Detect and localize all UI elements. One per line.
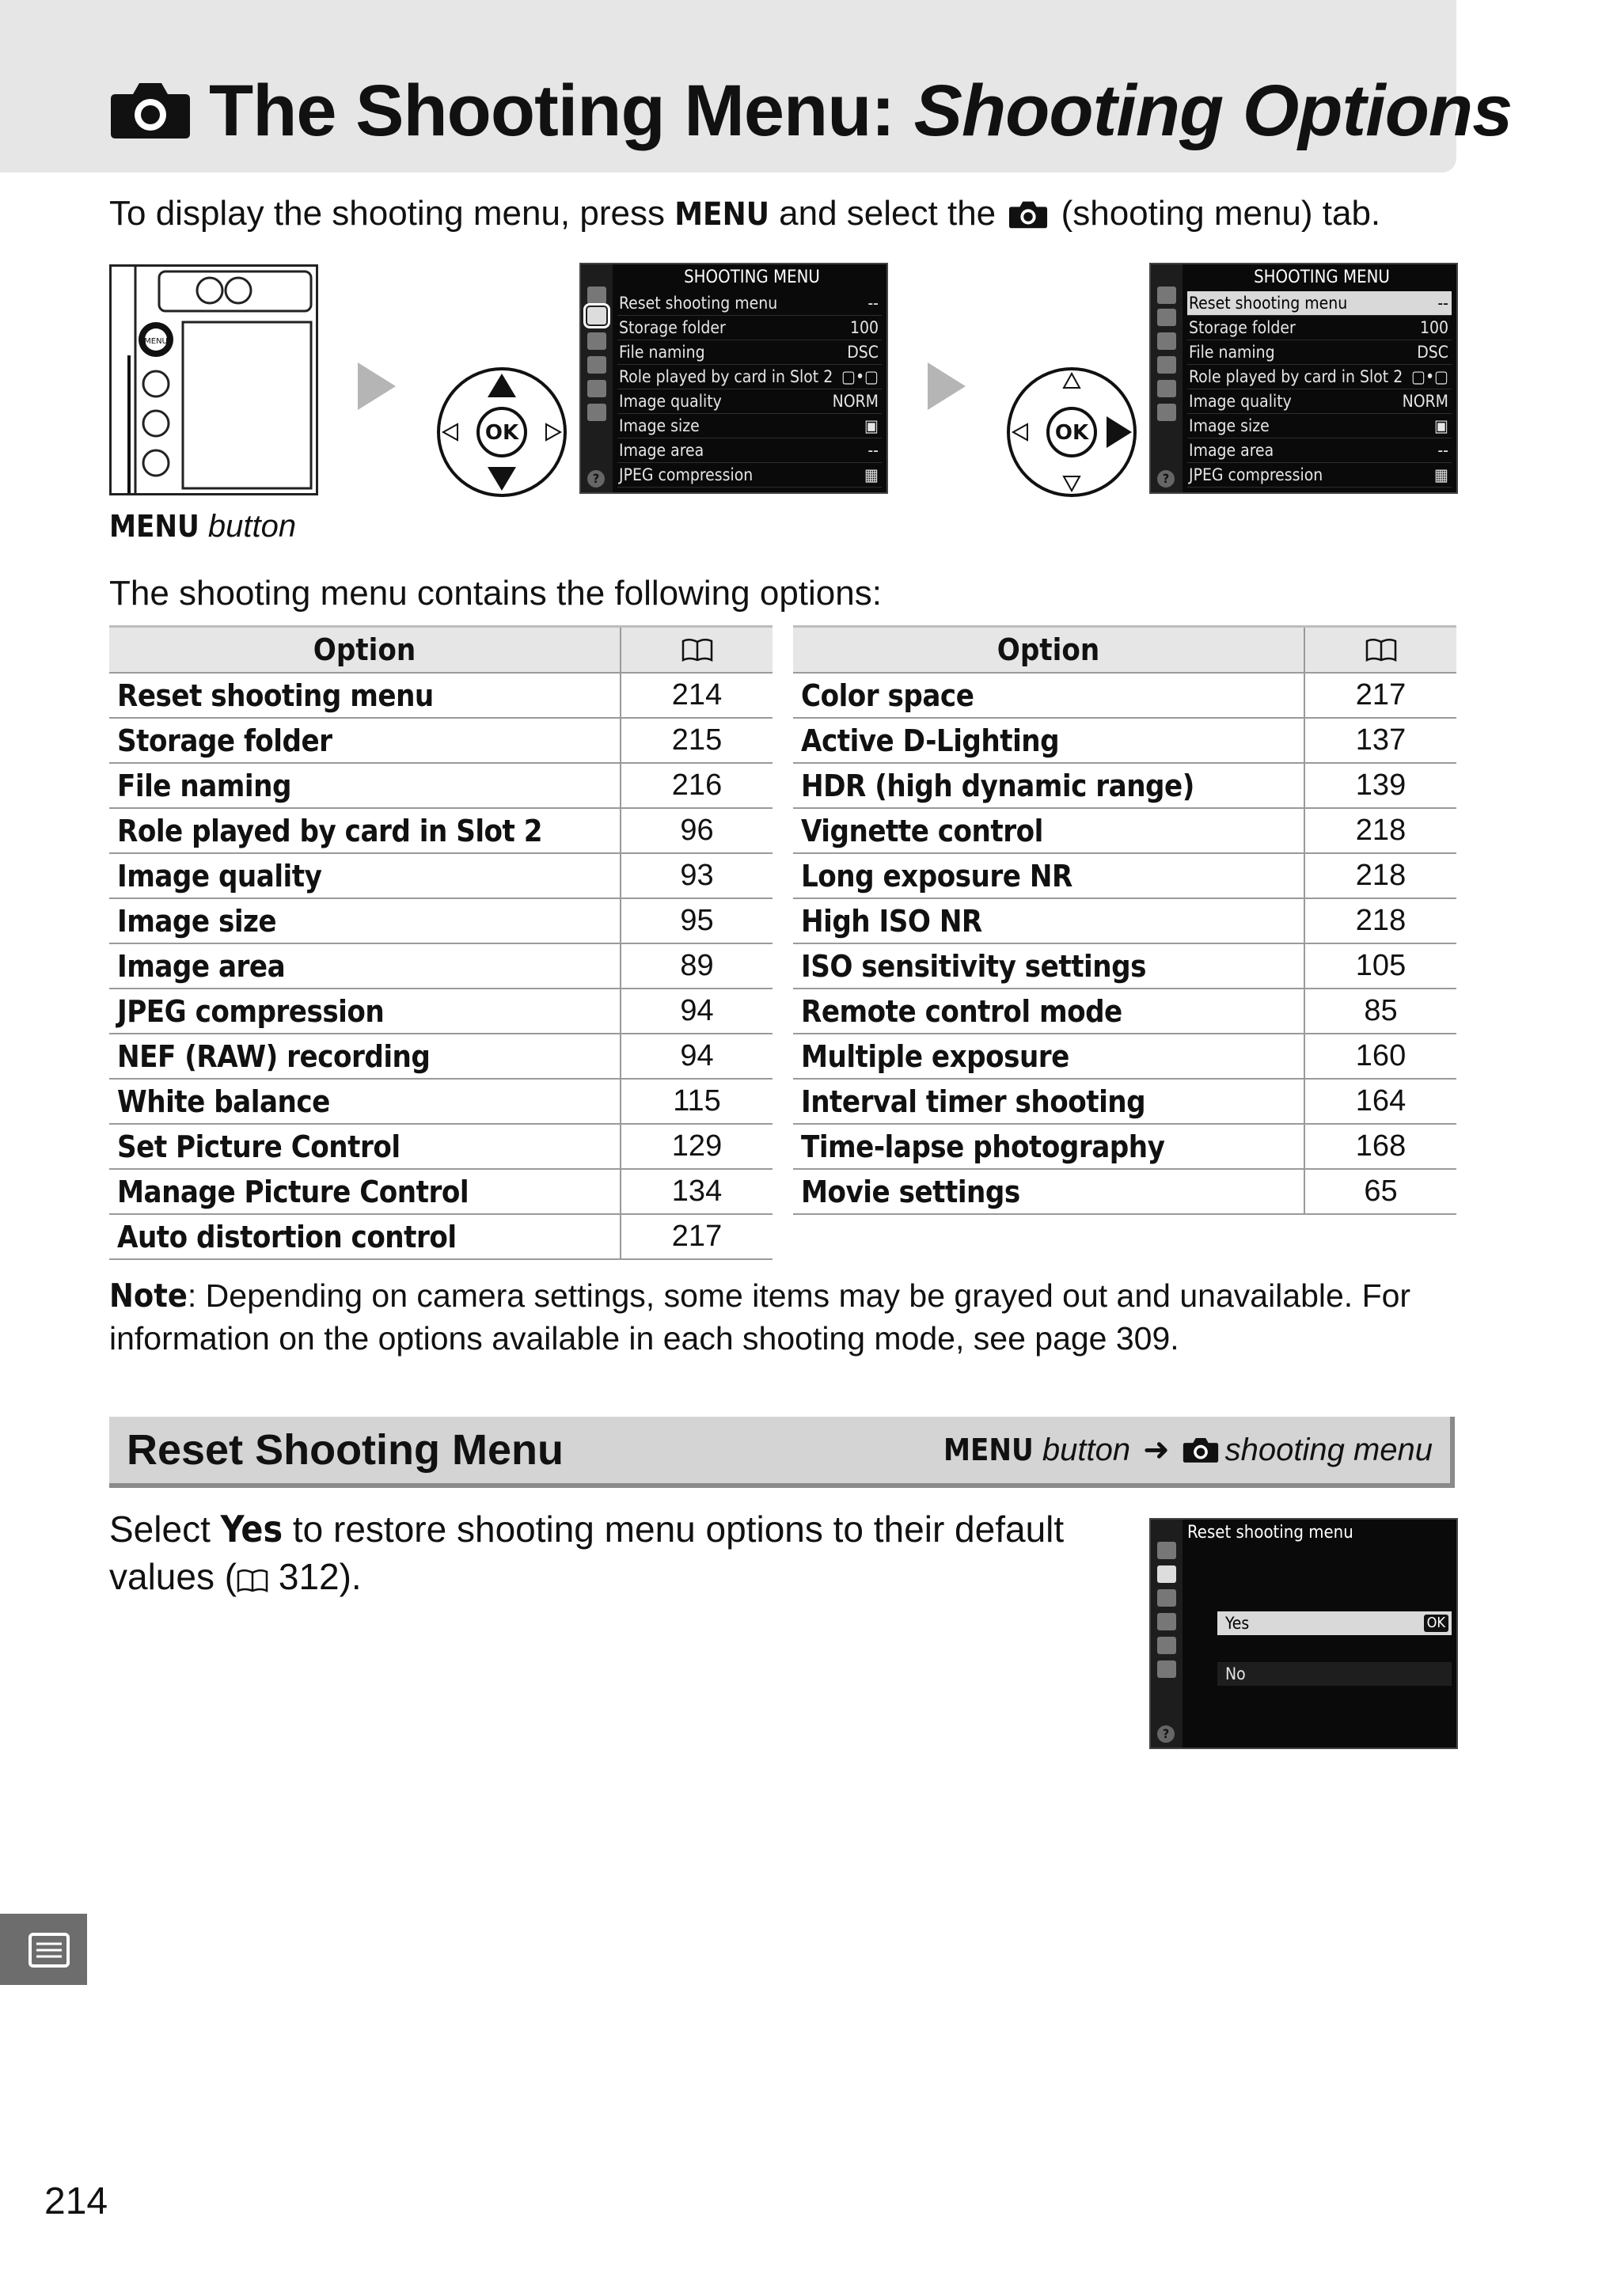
- column-header-page: [1304, 627, 1456, 674]
- section-header-bar: [109, 1417, 1455, 1488]
- multi-selector: [1005, 366, 1138, 499]
- table-row: Auto distortion control 217: [109, 1214, 773, 1259]
- table-row: HDR (high dynamic range) 139: [793, 763, 1456, 808]
- column-header-option: Option: [793, 627, 1304, 674]
- reset-description: Select Yes to restore shooting menu options to their default values ( 312).: [109, 1505, 1091, 1603]
- table-row: JPEG compression 94: [109, 989, 773, 1034]
- options-table-right: [793, 625, 1456, 1215]
- camera-screen-shooting-menu-selected: [1149, 263, 1458, 494]
- screen-row: File naming DSC: [617, 340, 882, 365]
- screen-row: Role played by card in Slot 2 ▢•▢: [617, 365, 882, 389]
- camera-icon: [1183, 1420, 1219, 1486]
- camera-icon: [1157, 1565, 1176, 1583]
- screen-sidebar: [1151, 264, 1183, 492]
- pencil-icon: [1157, 1589, 1176, 1607]
- table-row: Set Picture Control 129: [109, 1124, 773, 1169]
- table-row: Remote control mode 85: [793, 989, 1456, 1034]
- camera-icon: [587, 307, 606, 324]
- note-paragraph: Note: Depending on camera settings, some items may be grayed out and unavailable. For information on the options available in each shooting mode, see page 309.: [109, 1277, 1411, 1357]
- table-row: Image size 95: [109, 898, 773, 943]
- svg-text:OK: OK: [484, 421, 519, 445]
- intro-text: To display the shooting menu, press MENU and select the (shooting menu) tab.: [109, 190, 1380, 242]
- page-title: The Shooting Menu: Shooting Options: [109, 63, 1512, 158]
- my-menu-icon: [587, 404, 606, 421]
- screen-option-yes: Yes OK: [1217, 1611, 1452, 1635]
- wrench-icon: [1157, 356, 1176, 374]
- svg-text:OK: OK: [1054, 421, 1089, 445]
- retouch-icon: [1157, 380, 1176, 397]
- screen-row: Reset shooting menu --: [617, 291, 882, 316]
- screen-row: Role played by card in Slot 2 ▢•▢: [1187, 365, 1452, 389]
- table-row: Storage folder 215: [109, 718, 773, 763]
- step-arrow: [928, 362, 966, 410]
- table-row: Image quality 93: [109, 853, 773, 898]
- menu-list-icon: [0, 1914, 87, 1985]
- camera-back-illustration: [109, 264, 318, 495]
- screen-row-highlighted: Reset shooting menu --: [1187, 291, 1452, 316]
- help-icon: ?: [1157, 470, 1175, 488]
- screen-title: SHOOTING MENU: [1254, 268, 1390, 287]
- my-menu-icon: [1157, 404, 1176, 421]
- table-row: White balance 115: [109, 1079, 773, 1124]
- table-row: Reset shooting menu 214: [109, 673, 773, 718]
- table-row: Interval timer shooting 164: [793, 1079, 1456, 1124]
- camera-icon: [1008, 195, 1048, 242]
- section-breadcrumb: MENU button ➜ shooting menu: [943, 1417, 1433, 1483]
- book-icon: [237, 1556, 268, 1603]
- playback-icon: [1157, 1542, 1176, 1559]
- book-icon: [681, 634, 713, 669]
- retouch-icon: [1157, 1637, 1176, 1654]
- playback-icon: [1157, 287, 1176, 304]
- column-header-option: Option: [109, 627, 621, 674]
- screen-sidebar: [581, 264, 613, 492]
- options-table-left: [109, 625, 773, 1260]
- table-row: High ISO NR 218: [793, 898, 1456, 943]
- table-row: Long exposure NR 218: [793, 853, 1456, 898]
- screen-row: Image area --: [617, 438, 882, 463]
- help-icon: ?: [587, 470, 605, 488]
- screen-title: SHOOTING MENU: [684, 268, 820, 287]
- chapter-tab: [0, 1914, 87, 1985]
- help-icon: ?: [1157, 1725, 1175, 1743]
- svg-text:MENU: MENU: [144, 337, 168, 346]
- wrench-icon: [1157, 1613, 1176, 1630]
- table-row: ISO sensitivity settings 105: [793, 943, 1456, 989]
- camera-screen-shooting-menu: [579, 263, 888, 494]
- screen-row: Image quality NORM: [617, 389, 882, 414]
- screen-row: JPEG compression ▦: [1187, 463, 1452, 488]
- book-icon: [1365, 634, 1397, 669]
- multi-selector: [435, 366, 568, 499]
- table-row: Active D-Lighting 137: [793, 718, 1456, 763]
- table-row: Movie settings 65: [793, 1169, 1456, 1214]
- wrench-icon: [587, 356, 606, 374]
- arrow-right-icon: ➜: [1143, 1433, 1170, 1467]
- menu-button-caption: MENU button: [109, 509, 297, 544]
- screen-row: File naming DSC: [1187, 340, 1452, 365]
- column-header-page: [621, 627, 773, 674]
- section-title: Reset Shooting Menu: [127, 1426, 564, 1474]
- screen-sidebar: [1151, 1520, 1183, 1748]
- table-row: Vignette control 218: [793, 808, 1456, 853]
- camera-screen-reset: [1149, 1518, 1458, 1749]
- camera-icon: [1157, 309, 1176, 326]
- table-row: Color space 217: [793, 673, 1456, 718]
- page-number: 214: [44, 2180, 108, 2222]
- screen-title: Reset shooting menu: [1187, 1523, 1353, 1543]
- lead-text: The shooting menu contains the following options:: [109, 574, 882, 613]
- screen-row: Image area --: [1187, 438, 1452, 463]
- retouch-icon: [587, 380, 606, 397]
- screen-row: Storage folder 100: [617, 316, 882, 340]
- table-row: Role played by card in Slot 2 96: [109, 808, 773, 853]
- playback-icon: [587, 287, 606, 304]
- table-row: Manage Picture Control 134: [109, 1169, 773, 1214]
- ok-badge: OK: [1424, 1615, 1448, 1632]
- table-row: Image area 89: [109, 943, 773, 989]
- camera-icon: [109, 68, 192, 163]
- pencil-icon: [1157, 332, 1176, 350]
- screen-option-no: No: [1217, 1662, 1452, 1686]
- screen-row: Image quality NORM: [1187, 389, 1452, 414]
- table-row: Time-lapse photography 168: [793, 1124, 1456, 1169]
- my-menu-icon: [1157, 1660, 1176, 1678]
- screen-row: Image size ▣: [617, 414, 882, 438]
- screen-row: JPEG compression ▦: [617, 463, 882, 488]
- table-row: Multiple exposure 160: [793, 1034, 1456, 1079]
- pencil-icon: [587, 332, 606, 350]
- screen-row: Image size ▣: [1187, 414, 1452, 438]
- table-row: NEF (RAW) recording 94: [109, 1034, 773, 1079]
- screen-row: Storage folder 100: [1187, 316, 1452, 340]
- step-arrow: [358, 362, 396, 410]
- table-row: File naming 216: [109, 763, 773, 808]
